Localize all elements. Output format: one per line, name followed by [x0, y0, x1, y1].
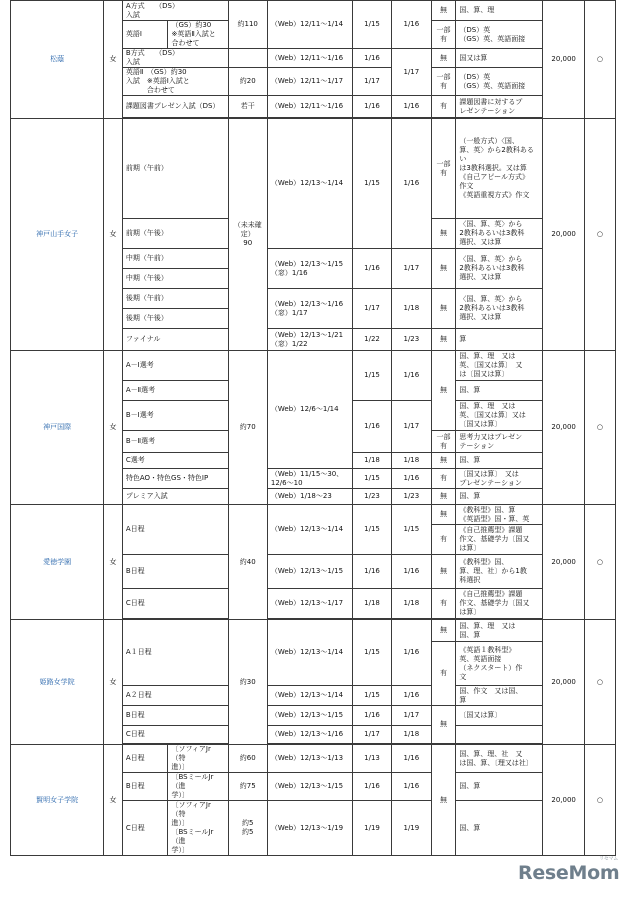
exam-schedule-table	[10, 0, 616, 856]
interview: 有	[431, 469, 456, 489]
result-date: 1/15	[392, 505, 431, 555]
resemom-logo	[518, 856, 622, 892]
exam-name: C選考	[122, 453, 228, 469]
subjects: 国又は算	[456, 49, 543, 68]
exam-date: 1/18	[352, 453, 391, 469]
exam-date: 1/18	[352, 589, 391, 619]
application-period: （Web）12/13～1/19	[267, 801, 352, 856]
interview: 無	[431, 289, 456, 329]
interview: 無	[431, 745, 456, 856]
exam-name: A１日程	[122, 620, 228, 686]
gender: 女	[104, 620, 123, 745]
interview: 無	[431, 219, 456, 249]
subjects: 国、作文 又は国、 算	[456, 686, 543, 706]
exam-name: A－Ⅰ選考	[122, 351, 228, 381]
interview: 有	[431, 589, 456, 619]
subjects: 国、算	[456, 801, 543, 856]
result-date: 1/19	[392, 801, 431, 856]
exam-date: 1/17	[352, 68, 391, 96]
exam-date: 1/15	[352, 686, 391, 706]
exam-date: 1/22	[352, 329, 391, 351]
exam-date: 1/19	[352, 801, 391, 856]
result-date: 1/18	[392, 453, 431, 469]
exam-fee: 20,000	[543, 1, 584, 119]
school-name: 神戸国際	[11, 351, 104, 505]
exam-name: C日程	[122, 726, 228, 744]
circle-mark: ○	[584, 745, 615, 856]
interview: 無	[431, 329, 456, 351]
subjects: 国、算、理、社 又 は国、算、〔理又は社〕	[456, 745, 543, 773]
capacity: 約75	[228, 773, 267, 801]
exam-date: 1/16	[352, 96, 391, 118]
circle-mark: ○	[584, 620, 615, 745]
result-date: 1/17	[392, 49, 431, 96]
exam-date: 1/16	[352, 555, 391, 589]
result-date: 1/16	[392, 555, 431, 589]
gender: 女	[104, 351, 123, 505]
capacity: （未未確 定） 90	[228, 119, 267, 351]
exam-name: 中期（午後）	[122, 269, 228, 289]
exam-date: 1/15	[352, 1, 391, 49]
application-period: （Web）12/13～1/14	[267, 620, 352, 686]
exam-name: C日程	[122, 801, 168, 856]
exam-name: 英語Ⅰ	[122, 21, 168, 49]
result-date: 1/16	[392, 469, 431, 489]
exam-name: 後期（午前）	[122, 289, 228, 309]
subjects: 〔国又は算〕	[456, 706, 543, 726]
subjects: 《英語１教科型》 英、英語面接 （ネクスタート）作 文	[456, 642, 543, 686]
exam-name: B日程	[122, 773, 168, 801]
subjects: 国、算	[456, 489, 543, 505]
exam-name: A方式 （DS） 入試	[122, 1, 228, 21]
interview: 一部有	[431, 119, 456, 219]
interview: 無	[431, 489, 456, 505]
capacity: 約30	[228, 620, 267, 745]
interview: 有	[431, 96, 456, 118]
subjects: 国、算、理 又は 国、算	[456, 620, 543, 642]
table-row	[11, 351, 616, 381]
application-period: （Web）12/13～1/16	[267, 726, 352, 744]
exam-note: （GS）約30 ※英語Ⅱ入試と 合わせて	[168, 21, 228, 49]
exam-name: C日程	[122, 589, 228, 619]
exam-name: 後期（午後）	[122, 309, 228, 329]
application-period: （Web）12/11～1/16	[267, 49, 352, 68]
result-date: 1/16	[392, 351, 431, 401]
exam-name: A日程	[122, 505, 228, 555]
exam-name: ファイナル	[122, 329, 228, 351]
exam-date: 1/16	[352, 773, 391, 801]
interview: 一部有	[431, 21, 456, 49]
application-period: （Web）12/13～1/15	[267, 773, 352, 801]
result-date: 1/17	[392, 706, 431, 726]
interview: 無	[431, 1, 456, 21]
exam-name: 前期（午後）	[122, 219, 228, 249]
subjects: 《自己推薦型》課題 作文、基礎学力〔国又 は算〕	[456, 525, 543, 555]
capacity: 約70	[228, 351, 267, 505]
result-date: 1/23	[392, 489, 431, 505]
interview: 一部有	[431, 431, 456, 453]
circle-mark: ○	[584, 119, 615, 351]
result-date: 1/17	[392, 401, 431, 453]
subjects: 思考力又はプレゼン テーション	[456, 431, 543, 453]
subjects: 国、算	[456, 773, 543, 801]
gender: 女	[104, 119, 123, 351]
exam-name: 課題図書プレゼン入試（DS）	[122, 96, 228, 118]
application-period: （Web）12/13～1/14	[267, 505, 352, 555]
subjects: 国、算	[456, 381, 543, 401]
exam-fee: 20,000	[543, 119, 584, 351]
subjects	[456, 726, 543, 744]
result-date: 1/18	[392, 726, 431, 744]
interview: 一部有	[431, 68, 456, 96]
exam-date: 1/17	[352, 289, 391, 329]
exam-name: 中期（午前）	[122, 249, 228, 269]
school-name: 姫路女学院	[11, 620, 104, 745]
capacity: 約20	[228, 68, 267, 96]
exam-fee: 20,000	[543, 620, 584, 745]
exam-date: 1/16	[352, 401, 391, 453]
school-name: 松蔭	[11, 1, 104, 119]
interview: 無	[431, 249, 456, 289]
subjects: 国、算、理	[456, 1, 543, 21]
capacity: 約40	[228, 505, 267, 620]
interview: 無	[431, 49, 456, 68]
application-period: （Web）12/13～1/14	[267, 686, 352, 706]
application-period: （Web）12/11～1/14	[267, 1, 352, 49]
application-period: （Web）12/13～1/14	[267, 119, 352, 249]
application-period: （Web）11/15～30、 12/6～10	[267, 469, 352, 489]
result-date: 1/16	[392, 686, 431, 706]
table-row	[11, 745, 616, 773]
exam-fee: 20,000	[543, 351, 584, 505]
subjects: 〈国、算、英〉から 2教科あるいは3教科 選択、又は算	[456, 219, 543, 249]
table-row	[11, 505, 616, 525]
exam-name: B日程	[122, 555, 228, 589]
subjects: 国、算	[456, 453, 543, 469]
application-period: （Web）12/11～1/17	[267, 68, 352, 96]
subjects: 《教科型》国、 算、理、社〕から1教 科選択	[456, 555, 543, 589]
application-period: （Web）12/13～1/13	[267, 745, 352, 773]
interview: 無	[431, 351, 456, 431]
subjects: 課題図書に対するプ レゼンテーション	[456, 96, 543, 118]
exam-name: B日程	[122, 706, 228, 726]
application-period: （Web）12/11～1/16	[267, 96, 352, 118]
subjects: 国、算、理 又は 英、〔国又は算〕又は 〔国又は算〕	[456, 401, 543, 431]
result-date: 1/16	[392, 773, 431, 801]
exam-date: 1/15	[352, 620, 391, 686]
exam-name: 前期（午前）	[122, 119, 228, 219]
result-date: 1/23	[392, 329, 431, 351]
interview: 無	[431, 620, 456, 642]
exam-name: B－Ⅱ選考	[122, 431, 228, 453]
table-row	[11, 1, 616, 21]
result-date: 1/18	[392, 289, 431, 329]
application-period: （Web）12/13～1/16 （窓）1/17	[267, 289, 352, 329]
exam-name: プレミア入試	[122, 489, 228, 505]
subjects: 《教科型》国、算 《英語型》国・算、英	[456, 505, 543, 525]
exam-name: A－Ⅱ選考	[122, 381, 228, 401]
exam-date: 1/15	[352, 351, 391, 401]
capacity: 若干	[228, 96, 267, 118]
subjects: 〔国又は算〕 又は プレゼンテーション	[456, 469, 543, 489]
school-name: 神戸山手女子	[11, 119, 104, 351]
gender: 女	[104, 745, 123, 856]
capacity: 約60	[228, 745, 267, 773]
exam-date: 1/16	[352, 49, 391, 68]
capacity: 約110	[228, 1, 267, 49]
interview: 無	[431, 706, 456, 744]
table-row	[11, 119, 616, 219]
exam-date: 1/13	[352, 745, 391, 773]
subjects: 算	[456, 329, 543, 351]
subjects: 〈国、算、英〉から 2教科あるいは3教科 選択、又は算	[456, 289, 543, 329]
capacity: 約5 約5	[228, 801, 267, 856]
subjects: 《自己推薦型》課題 作文、基礎学力〔国又 は算〕	[456, 589, 543, 619]
exam-note: 〔ソフィアJr（特 進）〕 〔BSミールJr（進 学）〕	[168, 801, 228, 856]
exam-name: A日程	[122, 745, 168, 773]
logo-text: ReseMom	[518, 862, 620, 884]
circle-mark: ○	[584, 1, 615, 119]
exam-date: 1/17	[352, 726, 391, 744]
application-period: （Web）12/13～1/15 （窓）1/16	[267, 249, 352, 289]
subjects: 国、算、理 又は 英、〔国又は算〕 又 は〔国又は算〕	[456, 351, 543, 381]
interview: 無	[431, 555, 456, 589]
exam-date: 1/15	[352, 469, 391, 489]
application-period: （Web）12/6～1/14	[267, 351, 352, 469]
exam-note: 〔ソフィアJr（特 進）〕	[168, 745, 228, 773]
result-date: 1/17	[392, 249, 431, 289]
logo-subtext: リセマム	[599, 856, 618, 862]
interview: 有	[431, 525, 456, 555]
application-period: （Web）1/18～23	[267, 489, 352, 505]
subjects: （一般方式）〈国、 算、英〉から2教科あるい は3教科選択。又は算 《自己アピール方式》 作文 《英語重視方式》作文	[456, 119, 543, 219]
school-name: 愛徳学園	[11, 505, 104, 620]
exam-note: 〔BSミールJr（進 学）〕	[168, 773, 228, 801]
exam-name: 英語Ⅱ （GS）約30 入試 ※英語Ⅰ入試と 合わせて	[122, 68, 228, 96]
exam-name: B方式 （DS） 入試	[122, 49, 228, 68]
exam-fee: 20,000	[543, 745, 584, 856]
interview: 有	[431, 642, 456, 706]
result-date: 1/16	[392, 745, 431, 773]
table-row	[11, 620, 616, 642]
exam-name: 特色AO・特色GS・特色IP	[122, 469, 228, 489]
exam-date: 1/23	[352, 489, 391, 505]
application-period: （Web）12/13～1/15	[267, 555, 352, 589]
subjects: （DS）英 （GS）英、英語面接	[456, 21, 543, 49]
application-period: （Web）12/13～1/21 （窓）1/22	[267, 329, 352, 351]
interview: 無	[431, 505, 456, 525]
exam-fee: 20,000	[543, 505, 584, 620]
result-date: 1/16	[392, 96, 431, 118]
result-date: 1/18	[392, 589, 431, 619]
circle-mark: ○	[584, 351, 615, 505]
exam-name: B－Ⅰ選考	[122, 401, 228, 431]
school-name: 賢明女子学院	[11, 745, 104, 856]
interview: 無	[431, 453, 456, 469]
result-date: 1/16	[392, 119, 431, 249]
gender: 女	[104, 505, 123, 620]
subjects: （DS）英 （GS）英、英語面接	[456, 68, 543, 96]
exam-name: A２日程	[122, 686, 228, 706]
capacity	[228, 49, 267, 68]
application-period: （Web）12/13～1/15	[267, 706, 352, 726]
subjects: 〈国、算、英〉から 2教科あるいは3教科 選択、又は算	[456, 249, 543, 289]
circle-mark: ○	[584, 505, 615, 620]
result-date: 1/16	[392, 620, 431, 686]
exam-date: 1/15	[352, 505, 391, 555]
result-date: 1/16	[392, 1, 431, 49]
exam-date: 1/16	[352, 706, 391, 726]
application-period: （Web）12/13～1/17	[267, 589, 352, 619]
gender: 女	[104, 1, 123, 119]
exam-date: 1/16	[352, 249, 391, 289]
exam-date: 1/15	[352, 119, 391, 249]
